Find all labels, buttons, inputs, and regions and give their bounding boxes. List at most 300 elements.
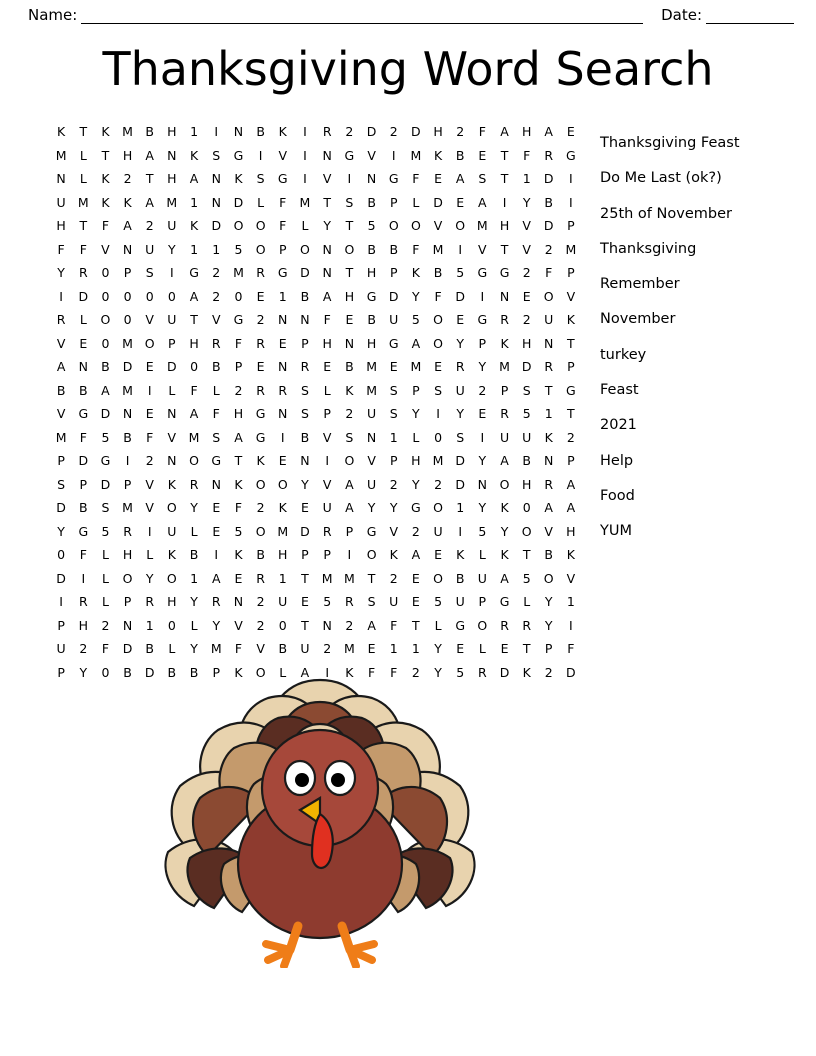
letter-cell[interactable]: F xyxy=(390,617,398,633)
letter-cell[interactable]: H xyxy=(499,218,510,234)
letter-cell[interactable]: E xyxy=(500,641,509,657)
letter-cell[interactable]: 1 xyxy=(411,641,420,657)
letter-cell[interactable]: G xyxy=(499,594,510,610)
letter-cell[interactable]: 0 xyxy=(278,617,287,633)
letter-cell[interactable]: V xyxy=(367,453,376,469)
letter-cell[interactable]: A xyxy=(478,194,487,210)
letter-cell[interactable]: L xyxy=(301,218,309,234)
letter-cell[interactable]: Y xyxy=(544,594,553,610)
letter-cell[interactable]: H xyxy=(411,453,421,469)
letter-cell[interactable]: G xyxy=(211,453,222,469)
letter-cell[interactable]: R xyxy=(500,312,509,328)
letter-cell[interactable]: S xyxy=(300,406,309,422)
letter-cell[interactable]: K xyxy=(544,429,553,445)
word-list-item[interactable]: Feast xyxy=(600,382,639,399)
letter-cell[interactable]: Y xyxy=(190,641,198,657)
letter-cell[interactable]: L xyxy=(146,547,154,563)
letter-cell[interactable]: L xyxy=(79,147,87,163)
letter-cell[interactable]: F xyxy=(412,241,420,257)
letter-cell[interactable]: D xyxy=(211,218,222,234)
letter-cell[interactable]: H xyxy=(167,124,177,140)
letter-cell[interactable]: G xyxy=(411,500,421,516)
letter-cell[interactable]: G xyxy=(388,171,399,187)
letter-cell[interactable]: O xyxy=(433,500,443,516)
letter-cell[interactable]: Y xyxy=(544,617,553,633)
letter-cell[interactable]: 2 xyxy=(566,429,575,445)
letter-cell[interactable]: M xyxy=(188,429,200,445)
letter-cell[interactable]: I xyxy=(458,241,463,257)
letter-cell[interactable]: O xyxy=(477,617,488,633)
letter-cell[interactable]: O xyxy=(344,453,355,469)
letter-cell[interactable]: M xyxy=(476,218,488,234)
letter-cell[interactable]: V xyxy=(101,241,110,257)
letter-cell[interactable]: I xyxy=(303,147,307,163)
letter-cell[interactable]: F xyxy=(234,500,243,516)
letter-cell[interactable]: E xyxy=(79,335,88,351)
letter-cell[interactable]: F xyxy=(212,406,220,422)
letter-cell[interactable]: U xyxy=(499,429,510,445)
letter-cell[interactable]: U xyxy=(167,312,177,328)
letter-cell[interactable]: V xyxy=(544,523,553,539)
letter-cell[interactable]: A xyxy=(345,500,354,516)
letter-cell[interactable]: E xyxy=(411,594,420,610)
letter-cell[interactable]: F xyxy=(234,641,243,657)
letter-cell[interactable]: O xyxy=(255,218,266,234)
letter-cell[interactable]: D xyxy=(455,476,466,492)
letter-cell[interactable]: I xyxy=(258,147,263,163)
letter-cell[interactable]: D xyxy=(411,124,421,140)
letter-cell[interactable]: 1 xyxy=(145,617,154,633)
letter-cell[interactable]: P xyxy=(567,218,575,234)
letter-cell[interactable]: 0 xyxy=(101,664,110,680)
letter-cell[interactable]: U xyxy=(167,523,177,539)
letter-cell[interactable]: K xyxy=(500,335,509,351)
letter-cell[interactable]: N xyxy=(211,476,221,492)
letter-cell[interactable]: M xyxy=(343,570,355,586)
letter-cell[interactable]: Y xyxy=(412,288,420,304)
letter-cell[interactable]: O xyxy=(255,241,266,257)
letter-cell[interactable]: T xyxy=(500,147,509,163)
letter-cell[interactable]: Y xyxy=(301,476,309,492)
letter-cell[interactable]: T xyxy=(79,218,88,234)
letter-cell[interactable]: 2 xyxy=(544,241,553,257)
letter-cell[interactable]: M xyxy=(122,124,133,140)
letter-cell[interactable]: V xyxy=(522,241,531,257)
letter-cell[interactable]: S xyxy=(57,476,66,492)
letter-cell[interactable]: H xyxy=(521,335,532,351)
letter-cell[interactable]: Y xyxy=(478,500,487,516)
letter-cell[interactable]: V xyxy=(56,335,66,351)
letter-cell[interactable]: P xyxy=(123,476,132,492)
letter-cell[interactable]: A xyxy=(411,547,421,563)
letter-cell[interactable]: 2 xyxy=(389,124,398,140)
letter-cell[interactable]: U xyxy=(544,312,554,328)
letter-cell[interactable]: 2 xyxy=(212,265,221,281)
letter-cell[interactable]: K xyxy=(101,124,110,140)
letter-cell[interactable]: M xyxy=(432,453,444,469)
letter-cell[interactable]: F xyxy=(567,641,575,657)
letter-cell[interactable]: H xyxy=(78,617,89,633)
letter-cell[interactable]: L xyxy=(101,547,109,563)
letter-cell[interactable]: Y xyxy=(79,664,88,680)
letter-cell[interactable]: E xyxy=(456,312,465,328)
letter-cell[interactable]: B xyxy=(522,453,531,469)
letter-cell[interactable]: I xyxy=(569,194,573,210)
letter-cell[interactable]: E xyxy=(323,359,332,375)
letter-cell[interactable]: M xyxy=(77,194,89,210)
letter-cell[interactable]: G xyxy=(366,523,377,539)
letter-cell[interactable]: T xyxy=(345,218,354,234)
letter-cell[interactable]: O xyxy=(255,476,266,492)
letter-cell[interactable]: R xyxy=(500,406,509,422)
letter-cell[interactable]: B xyxy=(189,664,199,680)
letter-cell[interactable]: A xyxy=(455,171,465,187)
letter-cell[interactable]: M xyxy=(122,382,133,398)
letter-cell[interactable]: A xyxy=(544,500,553,516)
letter-cell[interactable]: D xyxy=(100,476,111,492)
letter-cell[interactable]: K xyxy=(234,171,243,187)
letter-cell[interactable]: G xyxy=(566,147,576,163)
letter-cell[interactable]: V xyxy=(478,241,487,257)
letter-cell[interactable]: O xyxy=(433,570,443,586)
letter-cell[interactable]: K xyxy=(389,547,398,563)
letter-cell[interactable]: U xyxy=(278,594,288,610)
letter-cell[interactable]: 2 xyxy=(345,406,354,422)
letter-cell[interactable]: F xyxy=(478,124,486,140)
letter-cell[interactable]: V xyxy=(322,171,332,187)
letter-cell[interactable]: F xyxy=(57,241,65,257)
letter-cell[interactable]: G xyxy=(233,147,244,163)
letter-cell[interactable]: V xyxy=(566,570,576,586)
letter-cell[interactable]: T xyxy=(234,453,243,469)
letter-cell[interactable]: B xyxy=(455,147,465,163)
letter-cell[interactable]: F xyxy=(190,382,198,398)
letter-cell[interactable]: B xyxy=(79,382,88,398)
letter-cell[interactable]: 1 xyxy=(190,570,199,586)
letter-cell[interactable]: E xyxy=(345,312,354,328)
letter-cell[interactable]: H xyxy=(566,523,576,539)
letter-cell[interactable]: P xyxy=(345,523,354,539)
letter-cell[interactable]: U xyxy=(522,429,532,445)
letter-cell[interactable]: M xyxy=(366,382,377,398)
letter-cell[interactable]: T xyxy=(522,641,531,657)
letter-cell[interactable]: V xyxy=(389,523,399,539)
letter-cell[interactable]: 2 xyxy=(256,594,265,610)
word-list-item[interactable]: Thanksgiving Feast xyxy=(600,135,740,151)
letter-cell[interactable]: T xyxy=(101,147,110,163)
letter-cell[interactable]: I xyxy=(480,429,485,445)
letter-cell[interactable]: P xyxy=(278,241,287,257)
letter-cell[interactable]: M xyxy=(210,641,222,657)
letter-cell[interactable]: B xyxy=(123,664,132,680)
letter-grid[interactable] xyxy=(50,120,582,684)
letter-cell[interactable]: K xyxy=(433,147,443,163)
letter-cell[interactable]: G xyxy=(388,335,399,351)
letter-cell[interactable]: 2 xyxy=(256,500,265,516)
letter-cell[interactable]: R xyxy=(211,335,221,351)
letter-cell[interactable]: E xyxy=(522,288,531,304)
letter-cell[interactable]: L xyxy=(279,664,287,680)
letter-cell[interactable]: E xyxy=(434,171,443,187)
letter-cell[interactable]: Y xyxy=(57,265,65,281)
letter-cell[interactable]: D xyxy=(167,359,177,375)
letter-cell[interactable]: B xyxy=(123,429,132,445)
letter-cell[interactable]: P xyxy=(389,194,398,210)
letter-cell[interactable]: P xyxy=(389,265,398,281)
letter-cell[interactable]: 5 xyxy=(101,523,110,539)
letter-cell[interactable]: V xyxy=(145,476,154,492)
letter-cell[interactable]: I xyxy=(303,171,307,187)
letter-cell[interactable]: B xyxy=(544,194,553,210)
letter-cell[interactable]: 2 xyxy=(411,523,420,539)
letter-cell[interactable]: I xyxy=(303,124,307,140)
letter-cell[interactable]: R xyxy=(189,476,199,492)
letter-cell[interactable]: F xyxy=(234,335,243,351)
letter-cell[interactable]: Y xyxy=(145,570,154,586)
letter-cell[interactable]: Y xyxy=(434,664,442,680)
letter-cell[interactable]: O xyxy=(543,570,554,586)
letter-cell[interactable]: L xyxy=(478,547,486,563)
letter-cell[interactable]: Y xyxy=(412,476,420,492)
letter-cell[interactable]: R xyxy=(345,594,354,610)
letter-cell[interactable]: F xyxy=(545,265,553,281)
letter-cell[interactable]: K xyxy=(345,382,354,398)
letter-cell[interactable]: D xyxy=(78,288,89,304)
letter-cell[interactable]: Y xyxy=(389,500,398,516)
letter-cell[interactable]: Y xyxy=(500,523,509,539)
letter-cell[interactable]: 5 xyxy=(234,241,243,257)
letter-cell[interactable]: 1 xyxy=(190,241,199,257)
letter-cell[interactable]: 5 xyxy=(478,523,487,539)
word-list-item[interactable]: Help xyxy=(600,452,634,469)
letter-cell[interactable]: N xyxy=(78,359,88,375)
letter-cell[interactable]: G xyxy=(100,453,111,469)
letter-cell[interactable]: F xyxy=(523,147,531,163)
letter-cell[interactable]: K xyxy=(57,124,66,140)
word-list-item[interactable]: Remember xyxy=(600,276,680,293)
letter-cell[interactable]: D xyxy=(543,218,554,234)
letter-cell[interactable]: B xyxy=(79,500,88,516)
letter-cell[interactable]: L xyxy=(212,382,220,398)
letter-cell[interactable]: F xyxy=(79,241,87,257)
letter-cell[interactable]: 1 xyxy=(190,124,199,140)
letter-cell[interactable]: E xyxy=(256,288,265,304)
letter-cell[interactable]: O xyxy=(166,570,177,586)
letter-cell[interactable]: I xyxy=(59,594,63,610)
letter-cell[interactable]: G xyxy=(477,312,488,328)
letter-cell[interactable]: 0 xyxy=(57,547,66,563)
letter-cell[interactable]: P xyxy=(567,453,575,469)
letter-cell[interactable]: B xyxy=(300,288,310,304)
letter-cell[interactable]: S xyxy=(145,265,154,281)
letter-cell[interactable]: B xyxy=(300,429,310,445)
letter-cell[interactable]: M xyxy=(277,523,289,539)
letter-cell[interactable]: 2 xyxy=(145,453,154,469)
letter-cell[interactable]: P xyxy=(301,335,309,351)
letter-cell[interactable]: 0 xyxy=(234,288,243,304)
letter-cell[interactable]: N xyxy=(167,453,177,469)
letter-cell[interactable]: B xyxy=(256,547,265,563)
letter-cell[interactable]: N xyxy=(300,312,310,328)
letter-cell[interactable]: I xyxy=(502,194,507,210)
letter-cell[interactable]: I xyxy=(214,124,219,140)
letter-cell[interactable]: D xyxy=(366,124,377,140)
letter-cell[interactable]: S xyxy=(345,194,354,210)
letter-cell[interactable]: K xyxy=(500,547,509,563)
letter-cell[interactable]: V xyxy=(234,617,243,633)
letter-cell[interactable]: 5 xyxy=(456,664,465,680)
letter-cell[interactable]: K xyxy=(123,194,132,210)
letter-cell[interactable]: 0 xyxy=(101,288,110,304)
letter-cell[interactable]: K xyxy=(522,664,531,680)
letter-cell[interactable]: K xyxy=(566,312,575,328)
letter-cell[interactable]: P xyxy=(234,359,243,375)
letter-cell[interactable]: 5 xyxy=(323,594,332,610)
letter-cell[interactable]: Y xyxy=(456,406,465,422)
letter-cell[interactable]: R xyxy=(278,382,288,398)
letter-cell[interactable]: M xyxy=(410,147,422,163)
letter-cell[interactable]: B xyxy=(367,194,376,210)
letter-cell[interactable]: E xyxy=(456,194,465,210)
letter-cell[interactable]: M xyxy=(366,359,377,375)
letter-cell[interactable]: K xyxy=(456,547,465,563)
letter-cell[interactable]: I xyxy=(569,171,573,187)
letter-cell[interactable]: F xyxy=(323,312,331,328)
letter-cell[interactable]: A xyxy=(101,382,110,398)
letter-cell[interactable]: R xyxy=(477,664,487,680)
letter-cell[interactable]: U xyxy=(322,500,332,516)
letter-cell[interactable]: 5 xyxy=(234,523,243,539)
letter-cell[interactable]: 0 xyxy=(522,500,531,516)
letter-cell[interactable]: K xyxy=(167,547,176,563)
letter-cell[interactable]: B xyxy=(345,359,354,375)
word-list-item[interactable]: Do Me Last (ok?) xyxy=(600,170,722,187)
letter-cell[interactable]: H xyxy=(167,594,177,610)
letter-cell[interactable]: R xyxy=(256,382,265,398)
letter-cell[interactable]: I xyxy=(391,147,396,163)
letter-cell[interactable]: E xyxy=(234,570,243,586)
letter-cell[interactable]: E xyxy=(278,335,287,351)
letter-cell[interactable]: S xyxy=(434,382,443,398)
letter-cell[interactable]: P xyxy=(301,547,309,563)
letter-cell[interactable]: V xyxy=(566,288,576,304)
letter-cell[interactable]: B xyxy=(56,382,66,398)
letter-cell[interactable]: Y xyxy=(478,453,487,469)
letter-cell[interactable]: N xyxy=(366,429,377,445)
letter-cell[interactable]: P xyxy=(323,547,331,563)
letter-cell[interactable]: D xyxy=(300,523,310,539)
letter-cell[interactable]: A xyxy=(544,124,553,140)
letter-cell[interactable]: M xyxy=(499,359,510,375)
letter-cell[interactable]: E xyxy=(256,359,265,375)
letter-cell[interactable]: N xyxy=(544,335,554,351)
date-input-line[interactable] xyxy=(706,9,794,24)
letter-cell[interactable]: O xyxy=(521,523,532,539)
letter-cell[interactable]: E xyxy=(566,124,575,140)
letter-cell[interactable]: F xyxy=(79,429,87,445)
letter-cell[interactable]: L xyxy=(190,523,198,539)
letter-cell[interactable]: B xyxy=(145,124,154,140)
letter-cell[interactable]: 2 xyxy=(544,664,553,680)
letter-cell[interactable]: G xyxy=(255,429,266,445)
letter-cell[interactable]: N xyxy=(366,171,377,187)
letter-cell[interactable]: M xyxy=(432,241,444,257)
letter-cell[interactable]: 2 xyxy=(234,382,243,398)
letter-cell[interactable]: O xyxy=(122,570,133,586)
letter-cell[interactable]: G xyxy=(566,382,576,398)
letter-cell[interactable]: R xyxy=(145,594,155,610)
letter-cell[interactable]: M xyxy=(55,147,67,163)
letter-cell[interactable]: H xyxy=(122,147,133,163)
letter-cell[interactable]: Y xyxy=(434,641,442,657)
letter-cell[interactable]: A xyxy=(411,335,421,351)
letter-cell[interactable]: 0 xyxy=(190,359,199,375)
letter-cell[interactable]: S xyxy=(367,594,376,610)
letter-cell[interactable]: K xyxy=(167,476,176,492)
letter-cell[interactable]: D xyxy=(122,359,133,375)
letter-cell[interactable]: A xyxy=(189,406,199,422)
letter-cell[interactable]: R xyxy=(500,617,509,633)
letter-cell[interactable]: N xyxy=(278,406,288,422)
letter-cell[interactable]: N xyxy=(499,288,510,304)
letter-cell[interactable]: G xyxy=(455,617,466,633)
letter-cell[interactable]: T xyxy=(544,382,553,398)
letter-cell[interactable]: 1 xyxy=(389,641,398,657)
letter-cell[interactable]: T xyxy=(79,124,88,140)
letter-cell[interactable]: N xyxy=(278,312,288,328)
letter-cell[interactable]: H xyxy=(278,547,288,563)
letter-cell[interactable]: R xyxy=(123,523,132,539)
letter-cell[interactable]: T xyxy=(567,406,575,422)
letter-cell[interactable]: A xyxy=(189,171,199,187)
letter-cell[interactable]: O xyxy=(543,288,554,304)
letter-cell[interactable]: E xyxy=(145,359,154,375)
letter-cell[interactable]: 2 xyxy=(256,617,265,633)
letter-cell[interactable]: R xyxy=(322,124,332,140)
letter-cell[interactable]: O xyxy=(433,335,443,351)
letter-cell[interactable]: 2 xyxy=(434,476,443,492)
letter-cell[interactable]: D xyxy=(300,265,310,281)
letter-cell[interactable]: M xyxy=(233,265,244,281)
letter-cell[interactable]: E xyxy=(301,500,309,516)
letter-cell[interactable]: S xyxy=(256,171,265,187)
letter-cell[interactable]: O xyxy=(233,218,244,234)
letter-cell[interactable]: U xyxy=(300,641,310,657)
letter-cell[interactable]: 5 xyxy=(101,429,110,445)
letter-cell[interactable]: Y xyxy=(478,359,487,375)
letter-cell[interactable]: E xyxy=(478,406,487,422)
letter-cell[interactable]: U xyxy=(56,641,66,657)
letter-cell[interactable]: K xyxy=(500,500,509,516)
letter-cell[interactable]: G xyxy=(277,171,288,187)
letter-cell[interactable]: K xyxy=(566,547,575,563)
letter-cell[interactable]: G xyxy=(366,288,377,304)
letter-cell[interactable]: K xyxy=(234,547,243,563)
letter-cell[interactable]: L xyxy=(412,429,420,445)
letter-cell[interactable]: B xyxy=(389,241,399,257)
letter-cell[interactable]: M xyxy=(410,359,422,375)
letter-cell[interactable]: Y xyxy=(522,194,531,210)
letter-cell[interactable]: F xyxy=(412,171,420,187)
letter-cell[interactable]: D xyxy=(388,288,399,304)
letter-cell[interactable]: P xyxy=(123,594,132,610)
letter-cell[interactable]: I xyxy=(347,171,352,187)
letter-cell[interactable]: R xyxy=(211,594,221,610)
letter-cell[interactable]: K xyxy=(278,124,287,140)
letter-cell[interactable]: E xyxy=(145,406,154,422)
letter-cell[interactable]: P xyxy=(389,453,398,469)
letter-cell[interactable]: I xyxy=(81,570,86,586)
